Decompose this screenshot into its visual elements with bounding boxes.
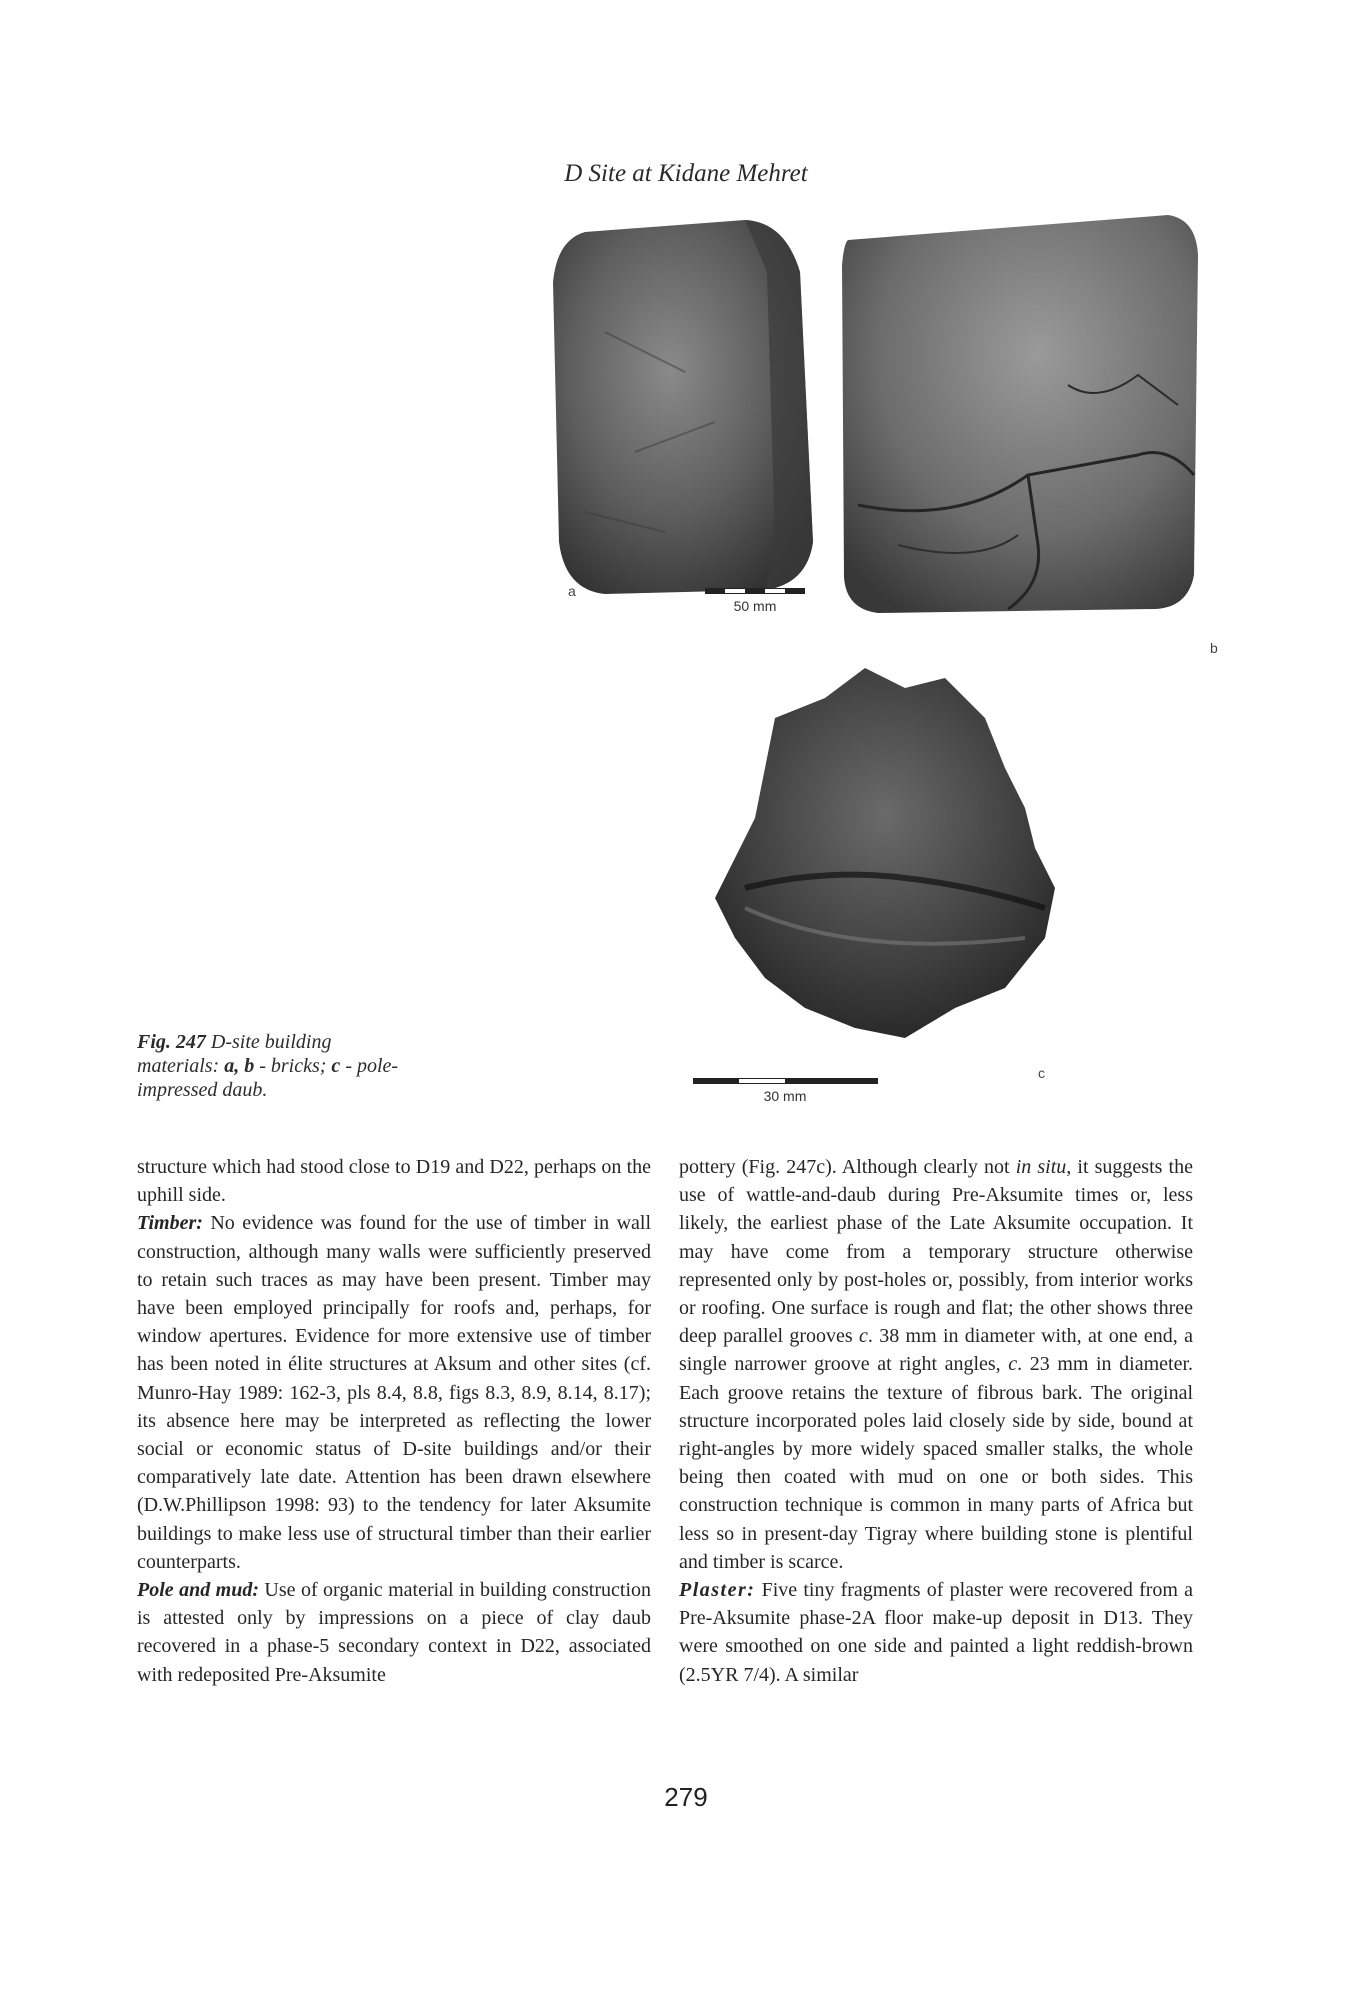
timber-heading: Timber: — [137, 1212, 203, 1235]
scale-bar-bottom — [690, 1078, 880, 1104]
right-text-a: pottery (Fig. 247c). Although clearly not — [679, 1156, 1016, 1178]
caption-text-1: D-site building materials: — [137, 1031, 332, 1077]
figure-label-a: a — [568, 583, 576, 599]
figure-caption — [137, 1030, 417, 1102]
plaster-paragraph — [679, 1576, 1193, 1689]
scale-bar-top — [700, 588, 810, 614]
running-head: D Site at Kidane Mehret — [564, 160, 808, 187]
timber-paragraph — [137, 1209, 651, 1576]
caption-text-3: - pole-impressed daub. — [137, 1055, 399, 1101]
figure-number: Fig. 247 — [137, 1031, 206, 1053]
plaster-heading: Plaster: — [679, 1579, 756, 1602]
right-text-b: , it suggests the use of wattle-and-daub during Pre-Aksumite times or, less likely, the earliest phase of the Late Aksumite occupation. It may have come from a temporary structure otherwise represented only by post-holes or, possibly, from interior works or roofing. One surface is rough and flat; the other shows three deep parallel grooves — [679, 1156, 1193, 1348]
page-number: 279 — [664, 1782, 708, 1812]
pole-paragraph — [137, 1576, 651, 1689]
brick-b-photo — [838, 205, 1203, 615]
caption-c: c — [331, 1055, 341, 1077]
plaster-text: Five tiny fragments of plaster were recovered from a Pre-Aksumite phase-2A floor make-up deposit in D13. They were smoothed on one side and painted a light reddish-brown (2.5YR 7/4). A similar — [679, 1579, 1193, 1686]
figure-label-b: b — [1210, 640, 1218, 656]
figure-label-c: c — [1038, 1065, 1045, 1081]
timber-text: No evidence was found for the use of timber in wall construction, although many walls were sufficiently preserved to retain such traces as may have been present. Timber may have been employed principally for roofs and, perhaps, for window apertures. Evidence for more extensive use of timber has been noted in élite structures at Aksum and other sites (cf. Munro-Hay 1989: 162-3, pls 8.4, 8.8, figs 8.3, 8.9, 8.14, 8.17); its absence here may be interpreted as reflecting the lower social or economic status of D-site buildings and/or their comparatively late date. Attention has been drawn elsewhere (D.W.Phillipson 1998: 93) to the tendency for later Aksumite buildings to make less use of structural timber than their earlier counterparts. — [137, 1212, 651, 1573]
brick-a-photo — [545, 212, 825, 597]
caption-text-2: - bricks; — [254, 1055, 332, 1077]
scale-label-bottom: 30 mm — [763, 1088, 807, 1104]
pole-text: Use of organic material in building construction is attested only by impressions on a piece of clay daub recovered in a phase-5 secondary context in D22, associated with redeposited Pre-Aksumite — [137, 1579, 651, 1686]
circa-1: c — [858, 1325, 868, 1348]
left-paragraph-1: structure which had stood close to D19 and D22, perhaps on the uphill side. — [137, 1156, 651, 1207]
scale-label-top: 50 mm — [733, 598, 777, 614]
right-column — [679, 1153, 1193, 1689]
daub-c-photo — [705, 658, 1065, 1048]
caption-ab: a, b — [224, 1055, 255, 1077]
right-text-d: . 23 mm in diameter. Each groove retains the texture of fibrous bark. The original structure incorporated poles laid closely side by side, bound at right-angles by more widely spaced smaller stalks, the whole being then coated with mud on one or both sides. This construction technique is common in many parts of Africa but less so in present-day Tigray where building stone is plentiful and timber is scarce. — [679, 1353, 1193, 1573]
right-text-c: . 38 mm in diameter with, at one end, a single narrower groove at right angles, — [679, 1325, 1193, 1376]
in-situ: in situ — [1015, 1156, 1067, 1178]
circa-2: c — [1008, 1353, 1018, 1376]
right-paragraph-1 — [679, 1153, 1193, 1576]
left-column — [137, 1153, 651, 1689]
pole-heading: Pole and mud: — [137, 1579, 259, 1602]
